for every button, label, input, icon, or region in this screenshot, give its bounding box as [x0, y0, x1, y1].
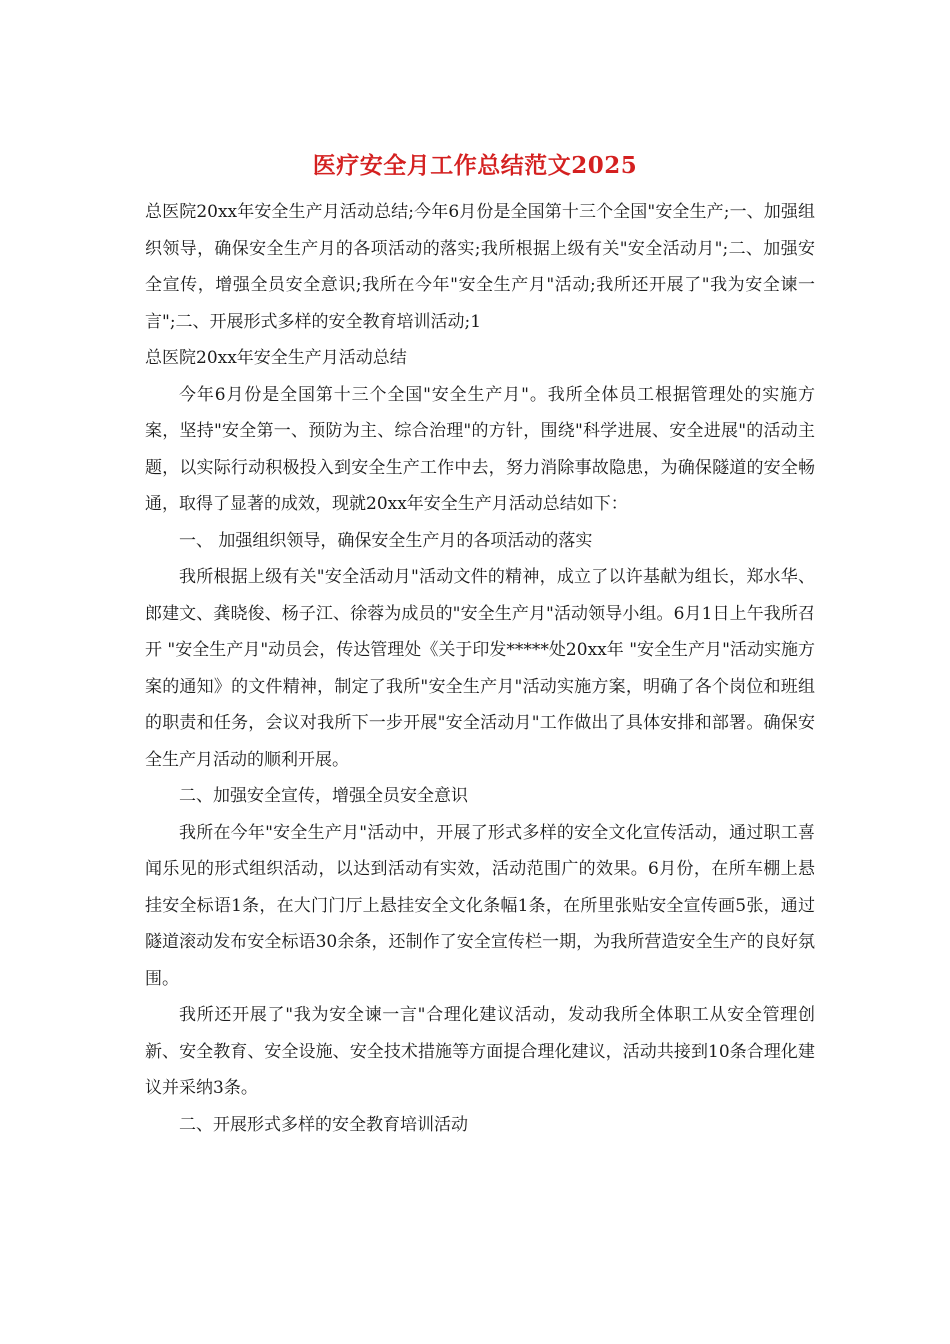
paragraph: 今年6月份是全国第十三个全国"安全生产月"。我所全体员工根据管理处的实施方案，坚持"安全第一、预防为主、综合治理"的方针，围绕"科学进展、安全进展"的活动主题，以实际行动积极投入到安全生产工作中去，努力消除事故隐患，为确保隧道的安全畅通，取得了显著的成效，现就20xx年安全生产月活动总结如下： — [145, 384, 815, 514]
paragraph: 总医院20xx年安全生产月活动总结 — [145, 348, 407, 368]
paragraph: 我所根据上级有关"安全活动月"活动文件的精神，成立了以许基献为组长，郑水华、郎建文、龚晓俊、杨子江、徐蓉为成员的"安全生产月"活动领导小组。6月1日上午我所召开 "安全生产月"动员会，传达管理处《关于印发*****处20xx年 "安全生产月"活动实施方案的通知》的文件精神，制定了我所"安全生产月"活动实施方案，明确了各个岗位和班组的职责和任务，会议对我所下一步开展"安全活动月"工作做出了具体安排和部署。确保安全生产月活动的顺利开展。 — [145, 567, 815, 770]
paragraph: 我所在今年"安全生产月"活动中，开展了形式多样的安全文化宣传活动，通过职工喜闻乐见的形式组织活动，以达到活动有实效，活动范围广的效果。6月份，在所车棚上悬挂安全标语1条，在大门门厅上悬挂安全文化条幅1条，在所里张贴安全宣传画5张，通过隧道滚动发布安全标语30余条，还制作了安全宣传栏一期，为我所营造安全生产的良好氛围。 — [145, 822, 815, 989]
paragraph: 二、加强安全宣传，增强全员安全意识 — [179, 786, 468, 806]
paragraph: 总医院20xx年安全生产月活动总结;今年6月份是全国第十三个全国"安全生产;一、加强组织领导，确保安全生产月的各项活动的落实;我所根据上级有关"安全活动月";二、加强安全宣传，增强全员安全意识;我所在今年"安全生产月"活动;我所还开展了"我为安全谏一言";二、开展形式多样的安全教育培训活动;1 — [145, 202, 815, 332]
document-title: 医疗安全月工作总结范文2025 — [312, 152, 638, 179]
paragraph: 一、 加强组织领导，确保安全生产月的各项活动的落实 — [179, 530, 593, 551]
paragraph: 我所还开展了"我为安全谏一言"合理化建议活动，发动我所全体职工从安全管理创新、安全教育、安全设施、安全技术措施等方面提合理化建议，活动共接到10条合理化建议并采纳3条。 — [145, 1005, 815, 1098]
paragraph: 二、开展形式多样的安全教育培训活动 — [179, 1114, 468, 1135]
document-body — [145, 194, 815, 1143]
